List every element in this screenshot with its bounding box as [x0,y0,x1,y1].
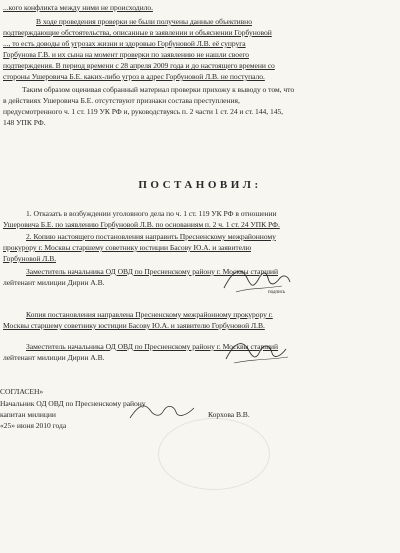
resolution-line: Горбуновой Л.В. [3,254,57,263]
signature-2 [222,335,292,365]
intro-line: ...кого конфликта между ними не происходило. [3,3,153,12]
approver-name: Корхова В.В. [208,410,250,419]
resolution-line: 1. Отказать в возбуждении уголовного дела по ч. 1 ст. 119 УК РФ в отношении [26,209,277,218]
intro-line: подтверждения. В период времени с 28 апреля 2009 года и до настоящего времени со [3,61,275,70]
stamp-impression [158,418,270,490]
resolution-line: прокурору г. Москвы старшему советнику юстиции Басову Ю.А. и заявителю [3,243,252,252]
intro-line: подтверждающие обстоятельства, описанные в заявлении и объяснении Горбуновой [3,28,272,37]
intro-line: В ходе проведения проверки не были получены данные объективно [36,17,252,26]
copy-note-line: Копия постановления направлена Пресненскому межрайонному прокурору г. [26,310,273,319]
approval-date: «25» июня 2010 года [0,421,67,430]
approval-rank: капитан милиции [0,410,56,419]
intro-line: Горбунова Г.В. и их сына на момент проверки по заявлению не нашли своего [3,50,250,59]
signer-line: Заместитель начальника ОД ОВД по Пресненскому району г. Москвы старший [26,267,279,276]
resolution-line: 2. Копию настоящего постановления направить Пресненскому межрайонному [26,232,276,241]
intro-line: ..., то есть доводы об угрозах жизни и здоровью Горбуновой Л.В. её супруга [3,39,246,48]
approval-label: СОГЛАСЕН» [0,387,44,396]
intro-line: предусмотренного ч. 1 ст. 119 УК РФ и, руководствуясь п. 2 части 1 ст. 24 и ст. 144, 145, [3,107,284,116]
signer-line: лейтенант милиции Дирин А.В. [3,278,105,287]
intro-line: Таким образом оценивая собранный материал проверки прихожу к выводу о том, что [22,85,295,94]
signature-approver [128,398,198,424]
approval-position: Начальник ОД ОВД по Пресненскому району [0,399,146,408]
intro-line: стороны Ушеровича Б.Е. каких-либо угроз в адрес Горбуновой Л.В. не поступало. [3,72,265,81]
copy-note-line: Москвы старшему советнику юстиции Басову Ю.А. и заявителю Горбуновой Л.В. [3,321,265,330]
intro-line: 148 УПК РФ. [3,118,46,127]
resolution-heading: ПОСТАНОВИЛ: [138,179,262,191]
signature-caption: подпись [268,290,286,295]
signature-1 [222,262,292,294]
resolution-line: Ушеровича Б.Е. по заявлению Горбуновой Л.В. по основаниям п. 2 ч. 1 ст. 24 УПК РФ. [3,220,280,229]
signer-line: лейтенант милиции Дирин А.В. [3,353,105,362]
intro-line: в действиях Ушеровича Б.Е. отсутствуют признаки состава преступления, [3,96,240,105]
signer-line: Заместитель начальника ОД ОВД по Пресненскому району г. Москвы старший [26,342,279,351]
